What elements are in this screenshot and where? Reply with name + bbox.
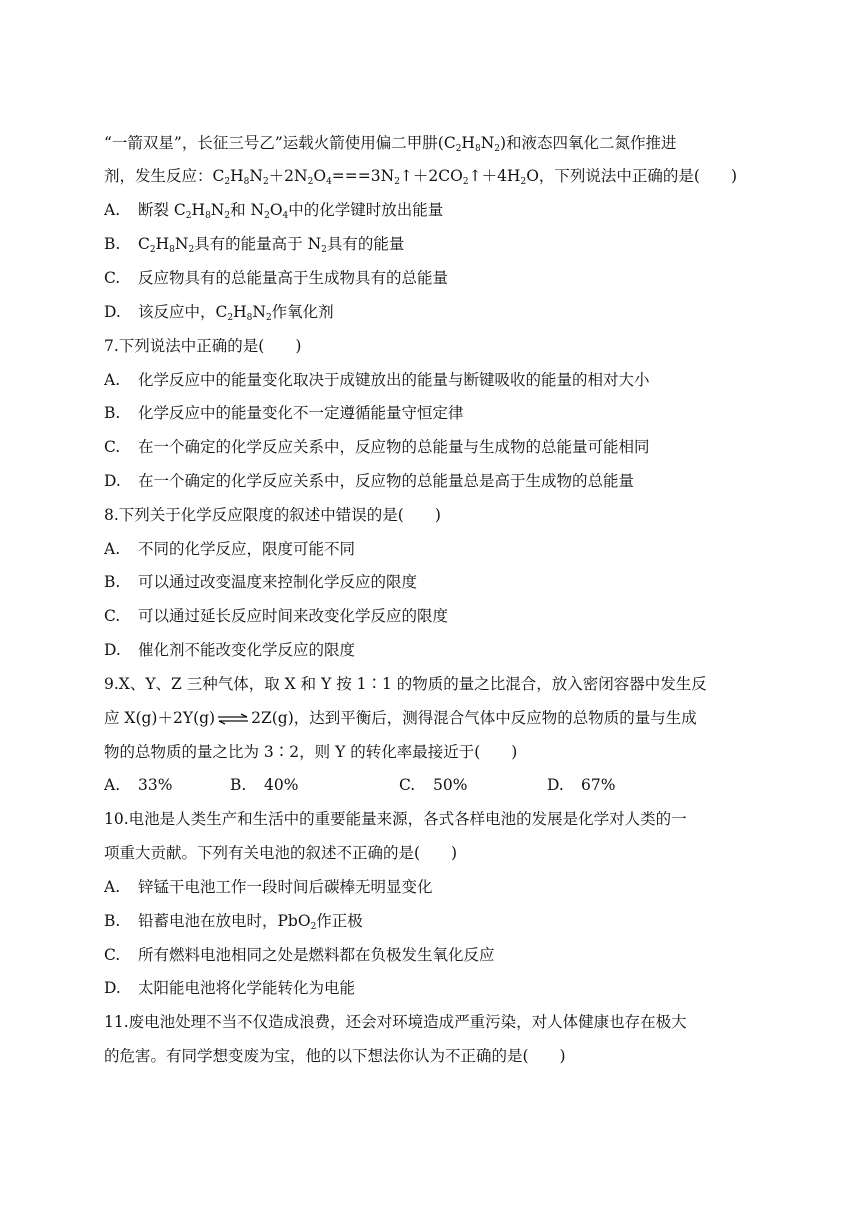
- equilibrium-arrow-icon: [216, 713, 250, 725]
- q9-choice-a-text: 33%: [138, 776, 173, 794]
- q7-option-a: A. 化学反应中的能量变化取决于成键放出的能量与断键吸收的能量的相对大小: [104, 371, 650, 389]
- q9-choice-d-text: 67%: [581, 776, 616, 794]
- q9-choice-b-label: B.: [230, 776, 247, 794]
- q7-stem: 7.下列说法中正确的是( ): [104, 337, 302, 355]
- q6-option-d: D. 该反应中，$C_2H_8N_2$作氧化剂: [104, 303, 334, 323]
- q9-choices: [104, 773, 615, 797]
- q7-option-d: D. 在一个确定的化学反应关系中，反应物的总能量总是高于生成物的总能量: [104, 472, 635, 490]
- q8-option-d: D. 催化剂不能改变化学反应的限度: [104, 641, 356, 659]
- q10-option-c: C. 所有燃料电池相同之处是燃料都在负极发生氧化反应: [104, 946, 495, 964]
- q11-stem-line-1: 11.废电池处理不当不仅造成浪费，还会对环境造成严重污染，对人体健康也存在极大: [104, 1013, 687, 1031]
- q10-option-a: A. 锌锰干电池工作一段时间后碳棒无明显变化: [104, 878, 433, 896]
- q10-stem-line-2: 项重大贡献。下列有关电池的叙述不正确的是( ): [104, 844, 458, 862]
- q9-stem-line-1: 9.X、Y、Z 三种气体，取 X 和 Y 按 1∶1 的物质的量之比混合，放入密闭容器中发生反: [104, 675, 707, 693]
- q7-option-c: C. 在一个确定的化学反应关系中，反应物的总能量与生成物的总能量可能相同: [104, 438, 650, 456]
- q10-stem-line-1: 10.电池是人类生产和生活中的重要能量来源，各式各样电池的发展是化学对人类的一: [104, 810, 687, 828]
- q9-stem-line-3: 物的总物质的量之比为 3∶2，则 Y 的转化率最接近于( ): [104, 743, 518, 761]
- q10-option-d: D. 太阳能电池将化学能转化为电能: [104, 979, 356, 997]
- q10-option-b: B. 铅蓄电池在放电时，PbO$_2$作正极: [104, 912, 363, 932]
- q7-option-b: B. 化学反应中的能量变化不一定遵循能量守恒定律: [104, 404, 464, 422]
- q9-choice-a-label: A.: [104, 776, 121, 794]
- q6-stem-line-1: “一箭双星”，长征三号乙”运载火箭使用偏二甲肼$(C_2H_8N_2)$和液态四氧化二氮作推进: [104, 134, 677, 154]
- q8-option-c: C. 可以通过延长反应时间来改变化学反应的限度: [104, 607, 449, 625]
- q8-stem: 8.下列关于化学反应限度的叙述中错误的是( ): [104, 506, 441, 524]
- q6-option-a: A. 断裂 $C_2H_8N_2$和 $N_2O_4$中的化学键时放出能量: [104, 201, 444, 221]
- q6-option-b: B. $C_2H_8N_2$具有的能量高于 $N_2$具有的能量: [104, 235, 405, 255]
- q6-stem-line-2: 剂，发生反应：$C_2H_8N_2+2N_2O_4===3N_2↑+2CO_2↑+4H_2O$，下列说法中正确的是( ): [104, 167, 737, 187]
- q9-choice-b-text: 40%: [264, 776, 299, 794]
- q9-choice-d-label: D.: [547, 776, 564, 794]
- q11-stem-line-2: 的危害。有同学想变废为宝，他的以下想法你认为不正确的是( ): [104, 1047, 566, 1065]
- q8-option-b: B. 可以通过改变温度来控制化学反应的限度: [104, 573, 418, 591]
- q9-stem-line-2: 应 X(g)＋2Y(g) 2Z(g)，达到平衡后，测得混合气体中反应物的总物质的量与生成: [104, 709, 697, 727]
- q6-option-c: C. 反应物具有的总能量高于生成物具有的总能量: [104, 269, 449, 287]
- q9-choice-c-label: C.: [399, 776, 416, 794]
- q8-option-a: A. 不同的化学反应，限度可能不同: [104, 540, 356, 558]
- q9-choice-c-text: 50%: [433, 776, 468, 794]
